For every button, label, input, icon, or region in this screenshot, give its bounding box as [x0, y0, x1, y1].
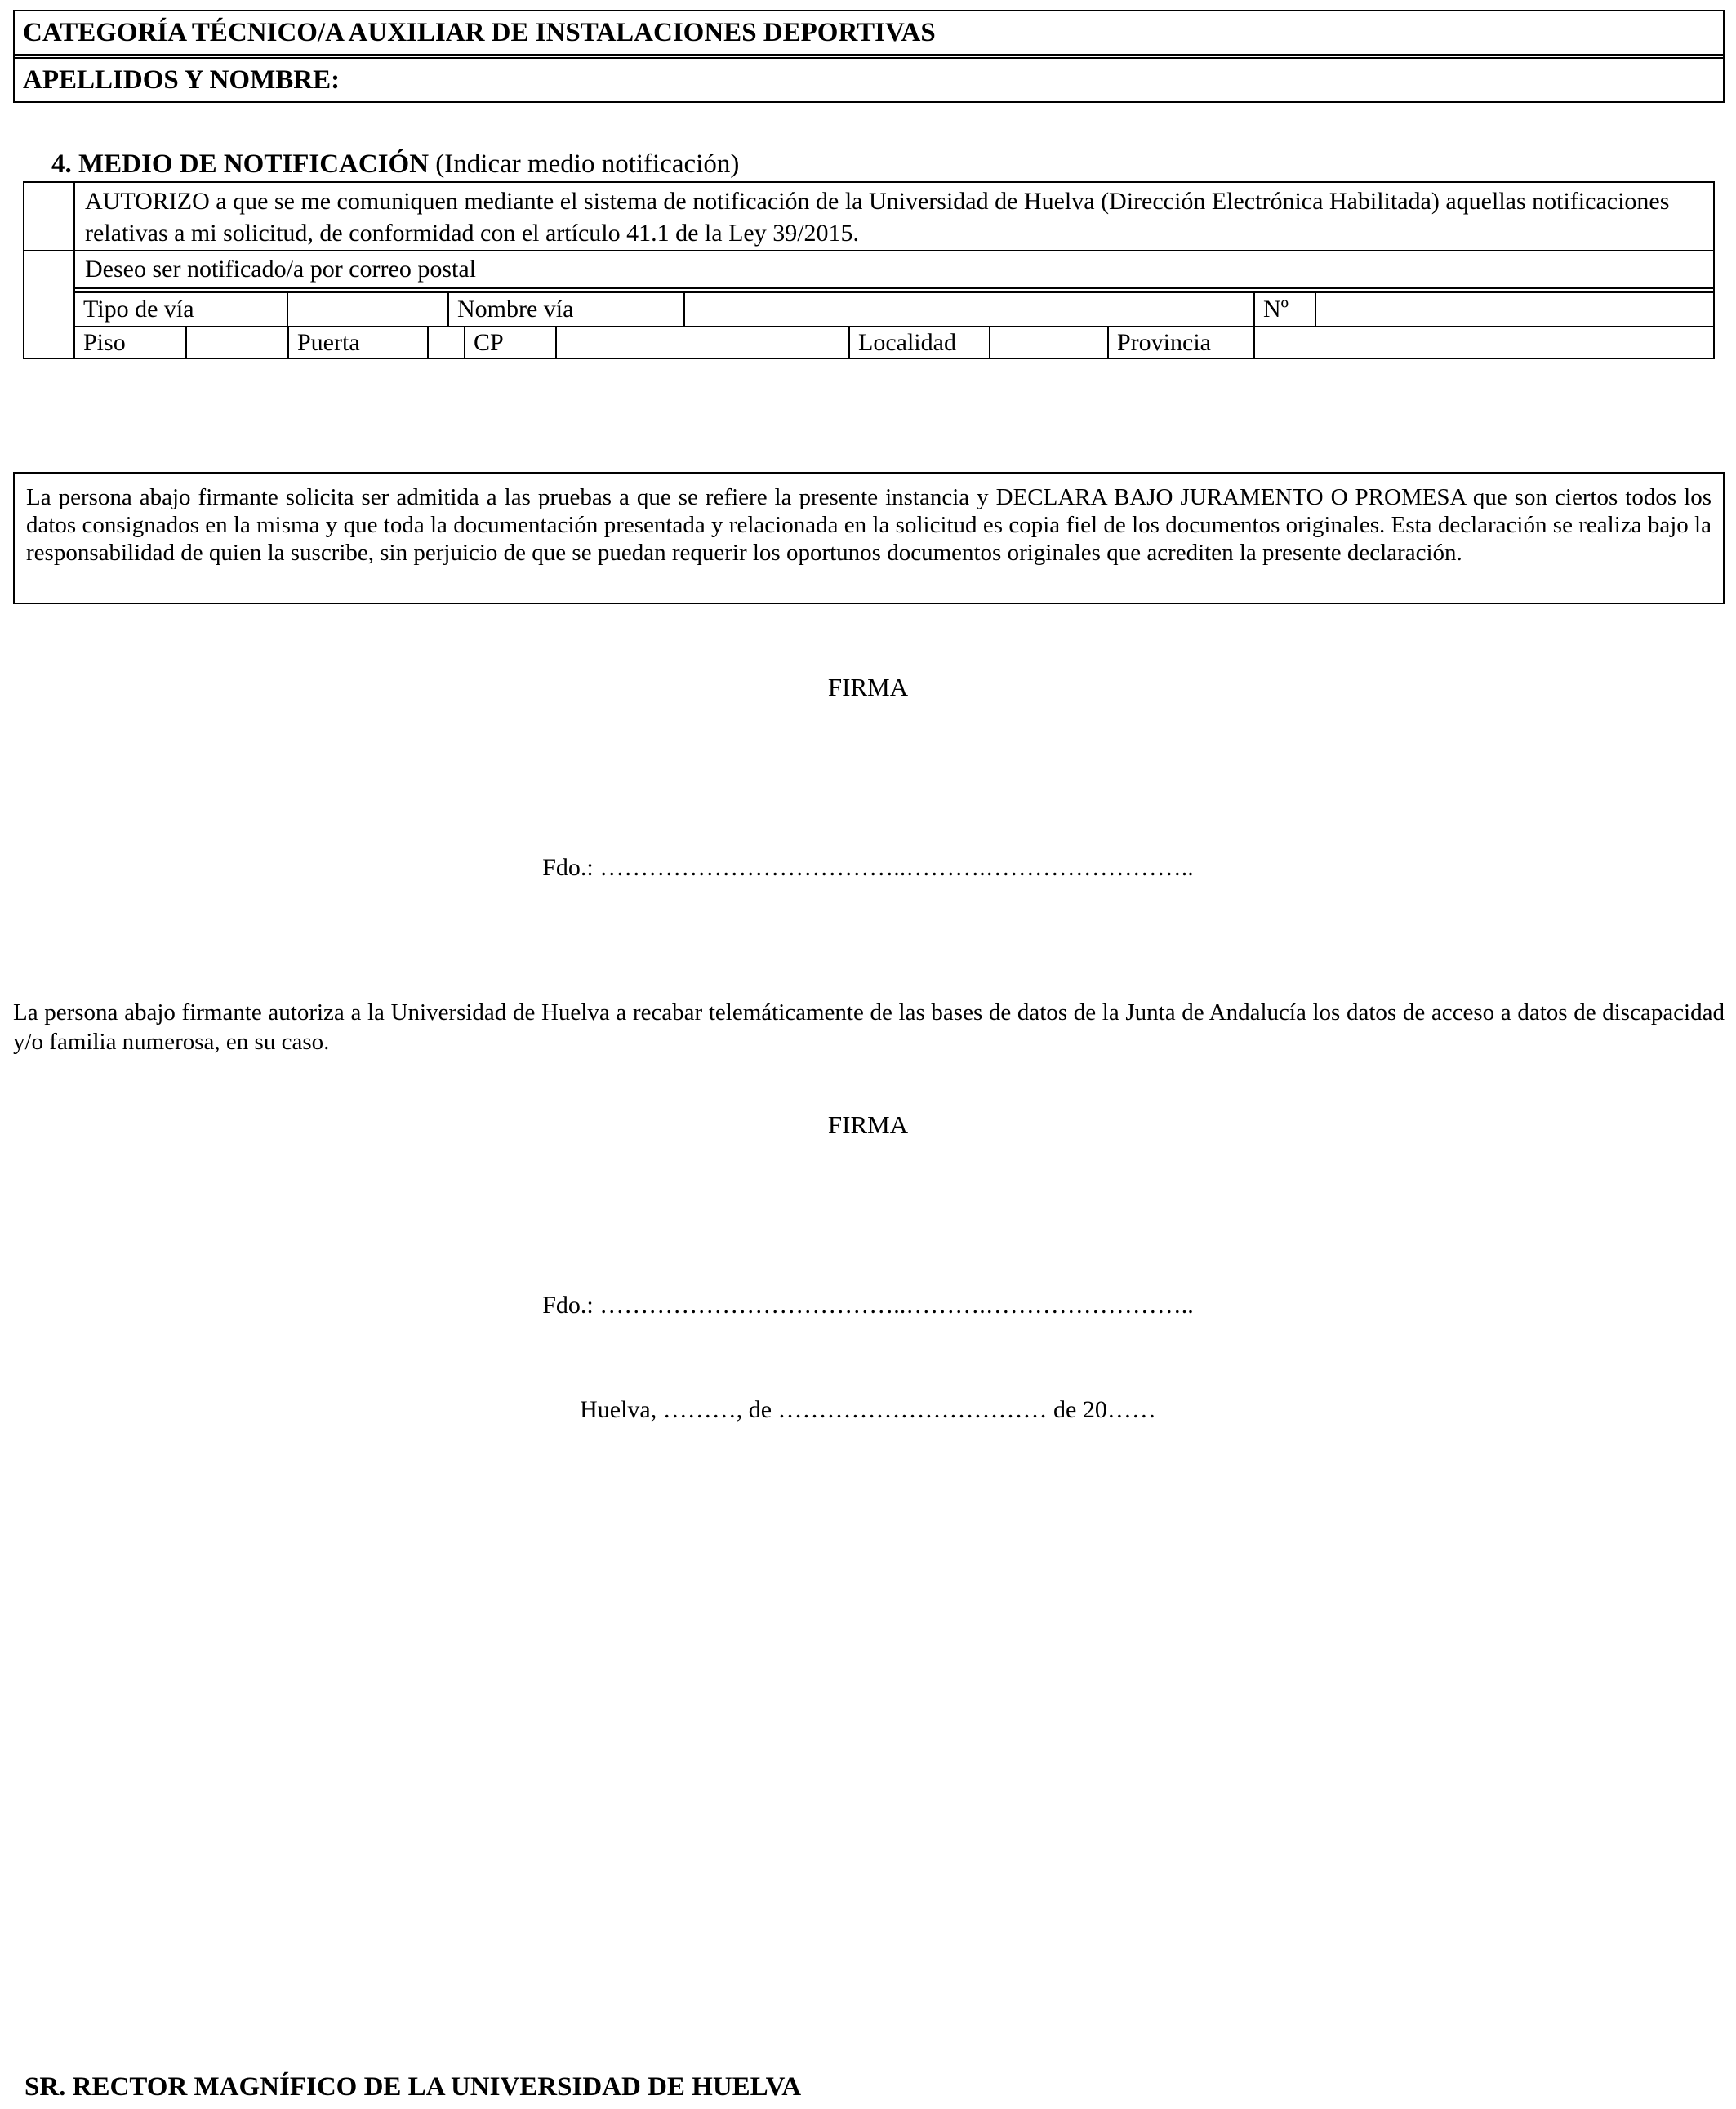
nombre-via-input[interactable]: [685, 293, 1255, 326]
declaration-box: [13, 472, 1725, 604]
notification-options-column: [75, 183, 1713, 358]
localidad-input[interactable]: [990, 327, 1109, 358]
checkbox-column: [24, 183, 75, 358]
authorize-text-cell: AUTORIZO a que se me comuniquen mediante el sistema de notificación de la Universidad de Huelva (Dirección Electrónica Habilitada) aquellas notificaciones relativas a mi solicitud, de conformidad con el artículo 41.1 de la Ley 39/2015.: [75, 183, 1713, 251]
numero-input[interactable]: [1316, 293, 1713, 326]
section4-title: 4. MEDIO DE NOTIFICACIÓN: [51, 149, 430, 179]
apellidos-input-space[interactable]: [340, 59, 1723, 101]
postal-checkbox-cell[interactable]: [24, 251, 73, 358]
category-label: CATEGORÍA TÉCNICO/A AUXILIAR DE INSTALACIONES DEPORTIVAS: [23, 17, 936, 47]
postal-text-cell: Deseo ser notificado/a por correo postal: [75, 251, 1713, 289]
cp-input[interactable]: [557, 327, 850, 358]
firma2-label: FIRMA: [827, 1110, 909, 1139]
address-row-2: [75, 327, 1713, 358]
firma1-label: FIRMA: [827, 673, 909, 701]
piso-label: Piso: [75, 327, 187, 358]
cp-label: CP: [465, 327, 557, 358]
section4-note: (Indicar medio notificación): [429, 149, 740, 179]
apellidos-row: [15, 57, 1723, 101]
localidad-label: Localidad: [850, 327, 990, 358]
provincia-label: Provincia: [1109, 327, 1255, 358]
piso-input[interactable]: [187, 327, 289, 358]
addressee-line: SR. RECTOR MAGNÍFICO DE LA UNIVERSIDAD DE HUELVA: [24, 2072, 802, 2102]
notification-table: [23, 181, 1715, 359]
fdo1-line[interactable]: Fdo.: ………………………………..……….……………………..: [542, 854, 1194, 881]
numero-label: Nº: [1255, 293, 1316, 326]
category-header-box: [13, 10, 1725, 103]
date-line[interactable]: Huelva, ………, de …………………………… de 20……: [580, 1396, 1156, 1423]
authorize-checkbox-cell[interactable]: [24, 183, 73, 251]
provincia-input[interactable]: [1255, 327, 1713, 358]
apellidos-label: APELLIDOS Y NOMBRE:: [23, 65, 341, 95]
authorization-text: La persona abajo firmante autoriza a la Universidad de Huelva a recabar telemáticamente de las bases de datos de la Junta de Andalucía los datos de acceso a datos de discapacidad y/o familia numerosa, en su caso.: [13, 999, 1725, 1055]
address-row-1: [75, 293, 1713, 327]
puerta-input[interactable]: [429, 327, 465, 358]
tipo-via-input[interactable]: [288, 293, 449, 326]
puerta-label: Puerta: [289, 327, 429, 358]
nombre-via-label: Nombre vía: [449, 293, 685, 326]
fdo2-line[interactable]: Fdo.: ………………………………..……….……………………..: [542, 1292, 1194, 1319]
declaration-text: La persona abajo firmante solicita ser admitida a las pruebas a que se refiere la presente instancia y DECLARA BAJO JURAMENTO O PROMESA que son ciertos todos los datos consignados en la misma y que toda la documentación presentada y relacionada en la solicitud es copia fiel de los documentos originales. Esta declaración se realiza bajo la responsabilidad de quien la suscribe, sin perjuicio de que se puedan requerir los oportunos documentos originales que acrediten la presente declaración.: [26, 484, 1712, 566]
postal-address-table: [75, 291, 1713, 358]
tipo-via-label: Tipo de vía: [75, 293, 288, 326]
category-row: [15, 11, 1723, 56]
